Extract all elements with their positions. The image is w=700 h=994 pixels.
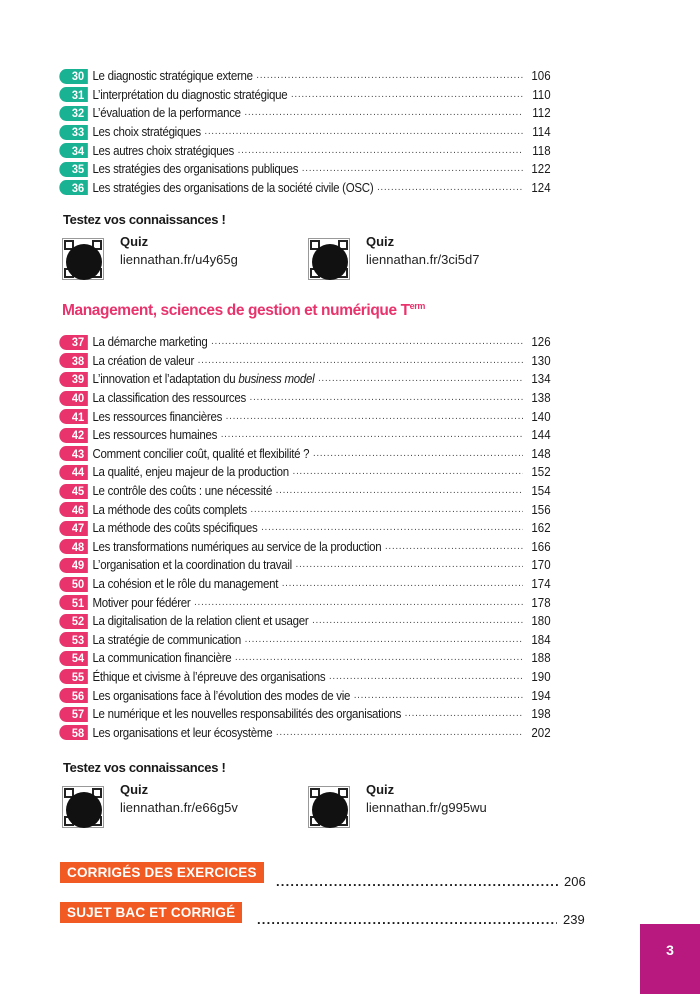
chapter-title: Les autres choix stratégiques [92,143,235,158]
chapter-title: Les transformations numériques au service de la production [92,539,382,554]
dot-leader [313,445,523,463]
toc-entry[interactable] [63,463,551,482]
page-number: 166 [531,539,551,554]
qr-code-icon [62,238,104,280]
corriges-banner[interactable]: CORRIGÉS DES EXERCICES [60,862,264,883]
chapter-title: L’interprétation du diagnostic stratégique [92,87,288,102]
page-number: 239 [563,912,585,927]
toc-entry[interactable] [63,482,551,501]
dot-leader [238,142,523,160]
dot-leader [354,687,523,705]
page-number: 162 [531,521,551,536]
toc-entry[interactable] [63,723,551,742]
toc-entry[interactable] [63,141,551,160]
chapter-number: 36 [59,180,88,195]
toc-entry[interactable] [63,575,551,594]
dot-leader [318,370,523,388]
toc-entry[interactable] [63,705,551,724]
quiz-link[interactable]: liennathan.fr/3ci5d7 [366,252,480,267]
quiz-label: Quiz [120,782,149,797]
dot-leader [226,408,523,426]
toc-entry[interactable] [63,407,551,426]
dot-leader [293,463,523,481]
quiz-card[interactable] [62,782,282,832]
chapter-number: 50 [59,577,88,592]
chapter-title: Les ressources humaines [92,428,218,443]
page-number: 138 [531,391,551,406]
toc-entry[interactable] [63,593,551,612]
chapter-number: 35 [59,162,88,177]
chapter-title: La méthode des coûts complets [92,502,247,517]
chapter-title: Le contrôle des coûts : une nécessité [92,484,273,499]
chapter-title: Les ressources financières [92,409,223,424]
toc-entry[interactable] [63,426,551,445]
quiz-label: Quiz [366,234,395,249]
toc-entry[interactable] [63,538,551,557]
toc-entry[interactable] [63,519,551,538]
page-number: 156 [531,502,551,517]
chapter-number: 38 [59,353,88,368]
quiz-card[interactable] [62,234,282,284]
chapter-number: 42 [59,428,88,443]
toc-list-a [63,67,593,197]
toc-entry[interactable] [63,352,551,371]
dot-leader [256,67,523,85]
chapter-number: 54 [59,651,88,666]
chapter-number: 39 [59,372,88,387]
toc-entry[interactable] [63,649,551,668]
toc-entry[interactable] [63,668,551,687]
chapter-title: Les stratégies des organisations de la société civile (OSC) [92,180,374,195]
dot-leader [329,668,523,686]
page-number-tab: 3 [640,924,700,994]
section-title [62,301,425,320]
chapter-number: 33 [59,125,88,140]
chapter-title: L’évaluation de la performance [92,106,241,121]
chapter-number: 56 [59,688,88,703]
quiz-label: Quiz [120,234,149,249]
toc-entry[interactable] [63,556,551,575]
dot-leader [204,123,523,141]
qr-code-icon [62,786,104,828]
chapter-number: 31 [59,87,88,102]
page-number: 178 [531,595,551,610]
chapter-title: La classification des ressources [92,391,246,406]
section-title-superscript: erm [409,301,425,311]
dot-leader [312,612,523,630]
page-number: 180 [531,614,551,629]
chapter-title: La méthode des coûts spécifiques [92,521,258,536]
toc-list-b [63,333,593,742]
corriges-leader [276,874,592,889]
chapter-number: 53 [59,632,88,647]
page-number: 170 [531,558,551,573]
page-number: 122 [531,162,551,177]
dot-leader [245,631,523,649]
chapter-title: Les organisations et leur écosystème [92,725,273,740]
quiz-link[interactable]: liennathan.fr/u4y65g [120,252,238,267]
chapter-title [92,372,314,386]
dot-leader [250,501,523,519]
quiz-card[interactable] [308,234,528,284]
dot-leader [405,705,523,723]
chapter-number: 44 [59,465,88,480]
dot-leader [221,426,523,444]
chapter-title: L’organisation et la coordination du travail [92,558,292,573]
page-number: 194 [531,688,551,703]
dot-leader [302,160,523,178]
page-number: 130 [531,353,551,368]
chapter-number: 43 [59,446,88,461]
chapter-title-text: L’innovation et l’adaptation du [92,372,239,387]
dot-leader [276,724,523,742]
chapter-title: La création de valeur [92,353,195,368]
chapter-number: 48 [59,539,88,554]
chapter-number: 34 [59,143,88,158]
toc-entry[interactable] [63,370,551,389]
quiz-link[interactable]: liennathan.fr/g995wu [366,800,487,815]
chapter-title-italic: business model [238,372,315,387]
page-number: 190 [531,669,551,684]
page-number: 202 [531,725,551,740]
quiz-heading: Testez vos connaissances ! [63,212,226,227]
toc-entry[interactable] [63,500,551,519]
chapter-number: 52 [59,614,88,629]
chapter-title: Les organisations face à l’évolution des modes de vie [92,688,351,703]
toc-entry[interactable] [63,686,551,705]
chapter-number: 30 [59,69,88,84]
page-number: 112 [532,106,551,121]
dot-leader [261,519,523,537]
dot-leader [257,912,557,927]
chapter-number: 46 [59,502,88,517]
dot-leader [296,556,523,574]
toc-entry[interactable] [63,123,551,142]
page-number: 188 [531,651,551,666]
toc-entry[interactable] [63,389,551,408]
dot-leader [276,874,558,889]
page-number: 174 [531,577,551,592]
chapter-number: 37 [59,335,88,350]
dot-leader [211,333,523,351]
sujet-bac-banner[interactable]: SUJET BAC ET CORRIGÉ [60,902,242,923]
dot-leader [194,594,523,612]
chapter-title: La stratégie de communication [92,632,242,647]
qr-code-icon [308,238,350,280]
dot-leader [385,538,523,556]
chapter-number: 41 [59,409,88,424]
toc-entry[interactable] [63,179,551,198]
chapter-title: La qualité, enjeu majeur de la production [92,465,289,480]
page-number: 148 [531,446,551,461]
toc-entry[interactable] [63,67,551,86]
chapter-number: 57 [59,707,88,722]
toc-entry[interactable] [63,104,551,123]
page-number: 184 [531,632,551,647]
page-number: 198 [531,707,551,722]
chapter-number: 45 [59,484,88,499]
chapter-number: 49 [59,558,88,573]
page-number: 134 [531,372,551,387]
dot-leader [276,482,523,500]
quiz-card[interactable] [308,782,528,832]
toc-entry[interactable] [63,612,551,631]
toc-entry[interactable] [63,445,551,464]
page-number: 106 [531,69,551,84]
chapter-number: 47 [59,521,88,536]
chapter-title: Comment concilier coût, qualité et flexibilité ? [92,446,310,461]
page-number: 154 [531,484,551,499]
chapter-title: La digitalisation de la relation client et usager [92,614,309,629]
quiz-heading: Testez vos connaissances ! [63,760,226,775]
chapter-title: Motiver pour fédérer [92,595,191,610]
chapter-number: 58 [59,725,88,740]
chapter-number: 32 [59,106,88,121]
chapter-title: Éthique et civisme à l’épreuve des organisations [92,669,326,684]
page-number: 206 [564,874,586,889]
chapter-title: La cohésion et le rôle du management [92,577,279,592]
quiz-link[interactable]: liennathan.fr/e66g5v [120,800,238,815]
dot-leader [198,352,523,370]
dot-leader [291,86,523,104]
dot-leader [377,179,523,197]
page-number: 152 [531,465,551,480]
dot-leader [244,104,523,122]
toc-entry[interactable] [63,631,551,650]
dot-leader [235,649,523,667]
chapter-title: La communication financière [92,651,232,666]
page-number: 126 [531,335,551,350]
page-number: 144 [531,428,551,443]
chapter-number: 51 [59,595,88,610]
chapter-title: Le diagnostic stratégique externe [92,69,253,84]
page-number: 124 [531,180,551,195]
page-number: 110 [532,87,551,102]
qr-code-icon [308,786,350,828]
chapter-title: Les choix stratégiques [92,125,201,140]
page-number: 140 [531,409,551,424]
toc-entry[interactable] [63,160,551,179]
chapter-number: 55 [59,669,88,684]
chapter-title: Les stratégies des organisations publiques [92,162,299,177]
dot-leader [282,575,523,593]
toc-entry[interactable] [63,86,551,105]
quiz-label: Quiz [366,782,395,797]
chapter-title: La démarche marketing [92,335,208,350]
chapter-number: 40 [59,391,88,406]
dot-leader [250,389,523,407]
page-number: 118 [532,143,551,158]
sujet-bac-leader [257,912,592,927]
chapter-title: Le numérique et les nouvelles responsabilités des organisations [92,707,402,722]
toc-entry[interactable] [63,333,551,352]
section-title-text: Management, sciences de gestion et numérique T [62,302,410,320]
page-number: 114 [532,125,551,140]
